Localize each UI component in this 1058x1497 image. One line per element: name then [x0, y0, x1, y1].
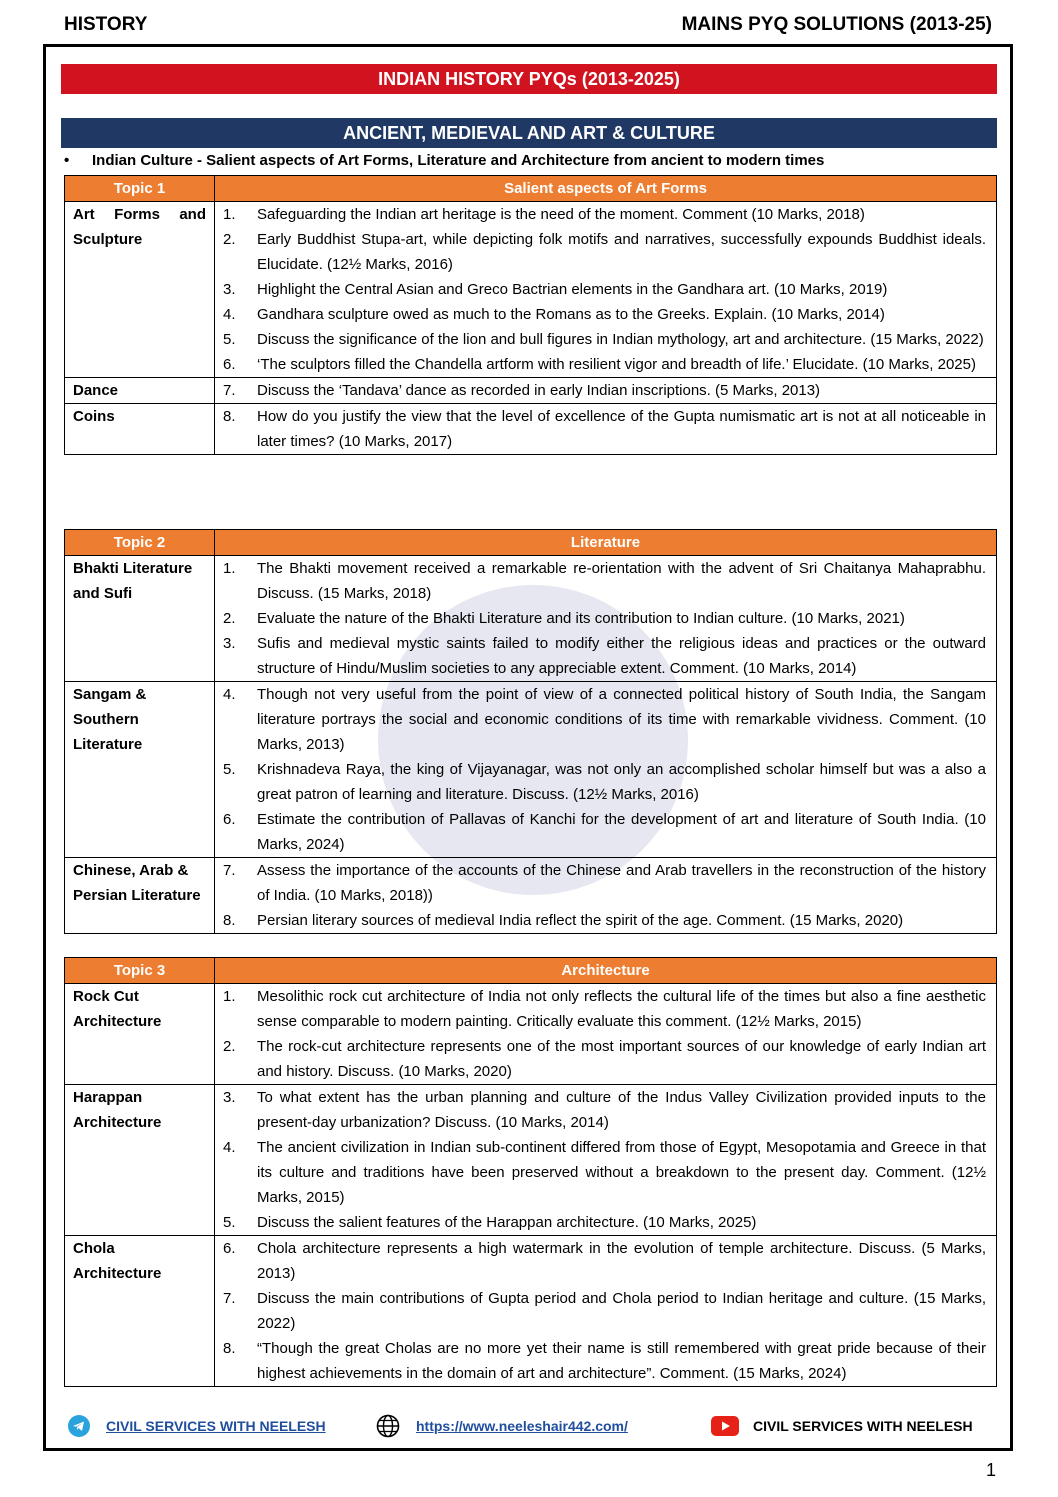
telegram-link-group[interactable]	[68, 1412, 326, 1440]
question-item: 8. How do you justify the view that the level of excellence of the Gupta numismatic art is not at all noticeable in later times? (10 Marks, 2017)	[223, 408, 986, 450]
table-row	[65, 984, 997, 1085]
syllabus-text: Indian Culture - Salient aspects of Art Forms, Literature and Architecture from ancient to modern times	[92, 152, 825, 169]
topic-label: Topic 2	[65, 530, 215, 556]
subtopic-label: Rock Cut Architecture	[65, 984, 215, 1085]
question-item: 2. Evaluate the nature of the Bhakti Literature and its contribution to Indian culture. (10 Marks, 2021)	[223, 610, 905, 627]
question-item: 3. Highlight the Central Asian and Greco Bactrian elements in the Gandhara art. (10 Marks, 2019)	[223, 281, 888, 298]
question-item: 4. Gandhara sculpture owed as much to the Romans as to the Greeks. Explain. (10 Marks, 2014)	[223, 306, 885, 323]
question-item: 1. Safeguarding the Indian art heritage is the need of the moment. Comment (10 Marks, 2018)	[223, 206, 865, 223]
table-row	[65, 556, 997, 682]
topic-3-table	[64, 957, 997, 1387]
header-subject: HISTORY	[64, 14, 148, 35]
question-item: 6. Chola architecture represents a high watermark in the evolution of temple architecture. Discuss. (5 Marks, 2013)	[223, 1240, 986, 1282]
question-item: 3. To what extent has the urban planning and culture of the Indus Valley Civilization provided inputs to the present-day urbanization? Discuss. (10 Marks, 2014)	[223, 1089, 986, 1131]
table-row	[65, 202, 997, 378]
table-row	[65, 682, 997, 858]
question-item: 3. Sufis and medieval mystic saints failed to modify either the religious ideas and practices or the outward structure of Hindu/Muslim societies to any appreciable extent. Comment. (10 Marks, 2014)	[223, 635, 986, 677]
subtopic-label: Dance	[65, 378, 215, 404]
table-row	[65, 378, 997, 404]
globe-icon	[376, 1414, 400, 1438]
question-item: 5. Discuss the salient features of the Harappan architecture. (10 Marks, 2025)	[223, 1214, 757, 1231]
subtopic-label: Coins	[65, 404, 215, 455]
question-item: 4. Though not very useful from the point of view of a connected political history of South India, the Sangam literature portrays the social and economic conditions of its time with remarkable vividness. Comment. (10 Marks, 2013)	[223, 686, 986, 753]
youtube-link-group[interactable]	[711, 1412, 973, 1440]
youtube-channel-label[interactable]: CIVIL SERVICES WITH NEELESH	[753, 1418, 973, 1434]
question-item: 4. The ancient civilization in Indian sub-continent differed from those of Egypt, Mesopotamia and Greece in that its culture and traditions have been preserved without a breakdown to the present day. Comment. (12½ Marks, 2015)	[223, 1139, 986, 1206]
question-item: 2. The rock-cut architecture represents one of the most important sources of our knowledge of early Indian art and history. Discuss. (10 Marks, 2020)	[223, 1038, 986, 1080]
section-banner: ANCIENT, MEDIEVAL AND ART & CULTURE	[61, 118, 997, 148]
table-row	[65, 1085, 997, 1236]
table-row	[65, 404, 997, 455]
question-item: 1. The Bhakti movement received a remarkable re-orientation with the advent of Sri Chaitanya Mahaprabhu. Discuss. (15 Marks, 2018)	[223, 560, 986, 602]
topic-label: Topic 3	[65, 958, 215, 984]
question-item: 7. Discuss the main contributions of Gupta period and Chola period to Indian heritage and culture. (15 Marks, 2022)	[223, 1290, 986, 1332]
telegram-icon	[68, 1415, 90, 1437]
question-item: 6. ‘The sculptors filled the Chandella artform with resilient vigor and breadth of life.’ Elucidate. (10 Marks, 2025)	[223, 356, 976, 373]
subtopic-label: Art Forms and Sculpture	[65, 202, 215, 378]
telegram-link[interactable]: CIVIL SERVICES WITH NEELESH	[106, 1418, 326, 1434]
question-item: 8. “Though the great Cholas are no more yet their name is still remembered with great pride because of their highest achievements in the domain of art and architecture”. Comment. (15 Marks, 2024)	[223, 1340, 986, 1382]
question-item: 7. Assess the importance of the accounts of the Chinese and Arab travellers in the reconstruction of the history of India. (10 Marks, 2018))	[223, 862, 986, 904]
main-banner: INDIAN HISTORY PYQs (2013-2025)	[61, 64, 997, 94]
subtopic-label: Chinese, Arab & Persian Literature	[65, 858, 215, 934]
topic-1-table	[64, 175, 997, 455]
topic-title: Architecture	[215, 958, 997, 984]
subtopic-label: Sangam & Southern Literature	[65, 682, 215, 858]
website-link-group[interactable]	[376, 1412, 628, 1440]
subtopic-label: Bhakti Literature and Sufi	[65, 556, 215, 682]
website-link[interactable]: https://www.neeleshair442.com/	[416, 1418, 628, 1434]
topic-2-table	[64, 529, 997, 934]
topic-title: Literature	[215, 530, 997, 556]
question-item: 8. Persian literary sources of medieval India reflect the spirit of the age. Comment. (15 Marks, 2020)	[223, 912, 904, 929]
question-item: 5. Krishnadeva Raya, the king of Vijayanagar, was not only an accomplished scholar himself but was a also a great patron of learning and literature. Discuss. (12½ Marks, 2016)	[223, 761, 986, 803]
table-row	[65, 1236, 997, 1387]
question-item: 6. Estimate the contribution of Pallavas of Kanchi for the development of art and literature of South India. (10 Marks, 2024)	[223, 811, 986, 853]
youtube-icon	[711, 1416, 739, 1436]
question-item: 2. Early Buddhist Stupa-art, while depicting folk motifs and narratives, successfully expounds Buddhist ideals. Elucidate. (12½ Marks, 2016)	[223, 231, 986, 273]
bullet-dot: •	[64, 152, 70, 169]
subtopic-label: Harappan Architecture	[65, 1085, 215, 1236]
question-item: 7. Discuss the ‘Tandava’ dance as recorded in early Indian inscriptions. (5 Marks, 2013)	[223, 382, 821, 399]
syllabus-bullet	[64, 152, 994, 169]
footer	[64, 1412, 994, 1440]
question-item: 1. Mesolithic rock cut architecture of India not only reflects the cultural life of the times but also a fine aesthetic sense comparable to modern painting. Critically evaluate this comment. (12½ Marks, 2015)	[223, 988, 986, 1030]
page-number: 1	[985, 1460, 996, 1480]
question-item: 5. Discuss the significance of the lion and bull figures in Indian mythology, art and architecture. (15 Marks, 2022)	[223, 331, 984, 348]
subtopic-label: Chola Architecture	[65, 1236, 215, 1387]
topic-title: Salient aspects of Art Forms	[215, 176, 997, 202]
header-document-title: MAINS PYQ SOLUTIONS (2013-25)	[681, 14, 992, 35]
topic-label: Topic 1	[65, 176, 215, 202]
table-row	[65, 858, 997, 934]
